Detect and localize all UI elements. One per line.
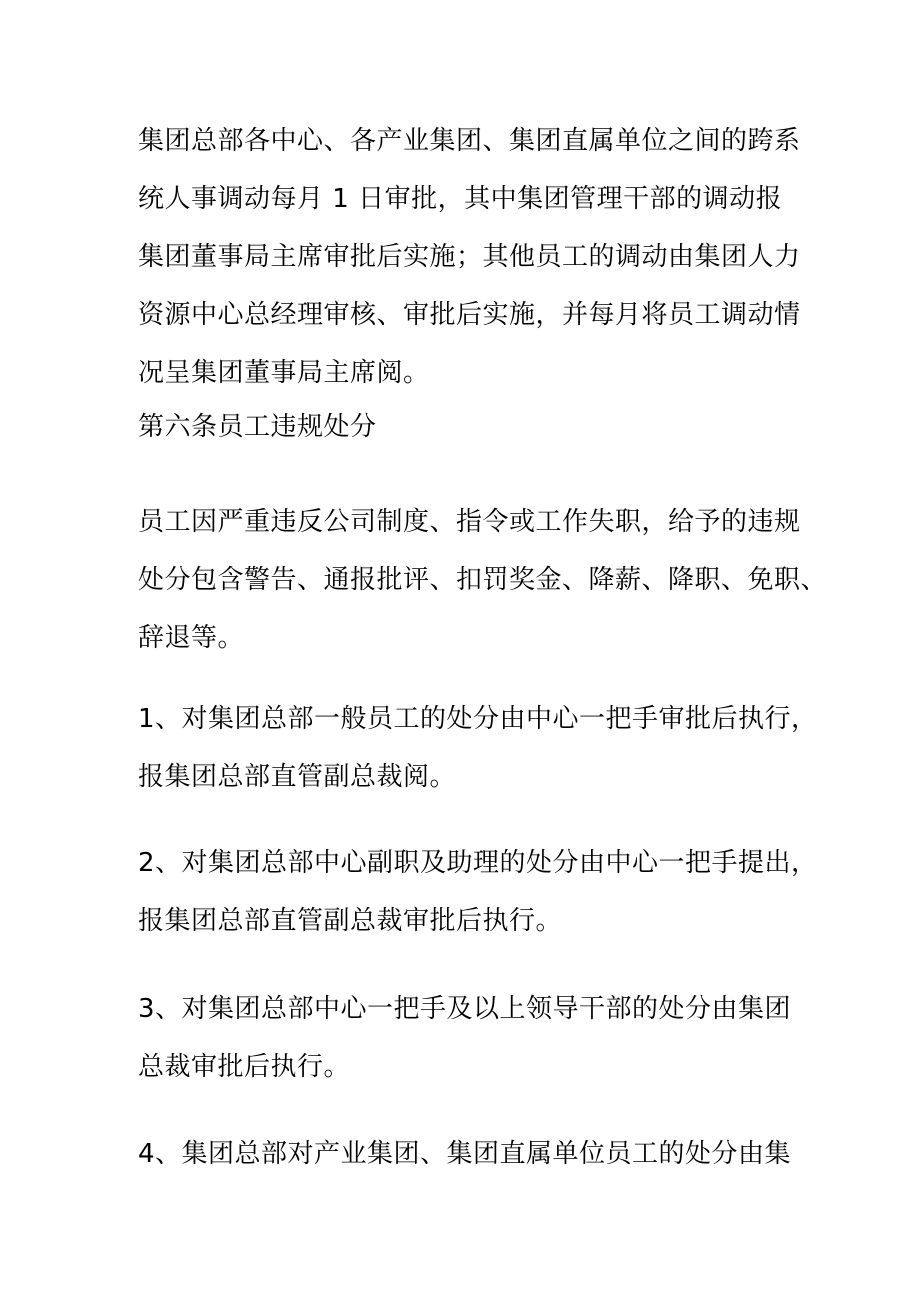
text-line: 3、对集团总部中心一把手及以上领导干部的处分由集团 (138, 994, 792, 1024)
heading-text: 第六条员工违规处分 (138, 412, 377, 442)
paragraph-transfer-approval (138, 112, 801, 402)
text-line: 报集团总部直管副总裁阅。 (138, 762, 457, 792)
section-heading (138, 398, 798, 456)
paragraph-disciplinary-overview (138, 493, 828, 667)
text-line: 况呈集团董事局主席阅。 (138, 358, 430, 388)
list-item-4 (138, 1125, 798, 1183)
text-line: 4、集团总部对产业集团、集团直属单位员工的处分由集 (138, 1139, 792, 1169)
text-line: 员工因严重违反公司制度、指令或工作失职，给予的违规 (138, 507, 801, 537)
text-line: 报集团总部直管副总裁审批后执行。 (138, 906, 563, 936)
text-line: 集团董事局主席审批后实施；其他员工的调动由集团人力 (138, 242, 801, 272)
text-line: 集团总部各中心、各产业集团、集团直属单位之间的跨系 (138, 126, 801, 156)
list-item-3 (138, 980, 798, 1096)
text-line: 1、对集团总部一般员工的处分由中心一把手审批后执行， (138, 704, 818, 734)
text-line: 资源中心总经理审核、审批后实施，并每月将员工调动情 (138, 300, 801, 330)
text-line: 统人事调动每月 1 日审批，其中集团管理干部的调动报 (138, 184, 783, 214)
list-item-1 (138, 690, 818, 806)
list-item-2 (138, 834, 818, 950)
text-line: 辞退等。 (138, 623, 245, 653)
text-line: 2、对集团总部中心副职及助理的处分由中心一把手提出， (138, 848, 818, 878)
text-line: 总裁审批后执行。 (138, 1052, 351, 1082)
text-line: 处分包含警告、通报批评、扣罚奖金、降薪、降职、免职、 (138, 565, 828, 595)
